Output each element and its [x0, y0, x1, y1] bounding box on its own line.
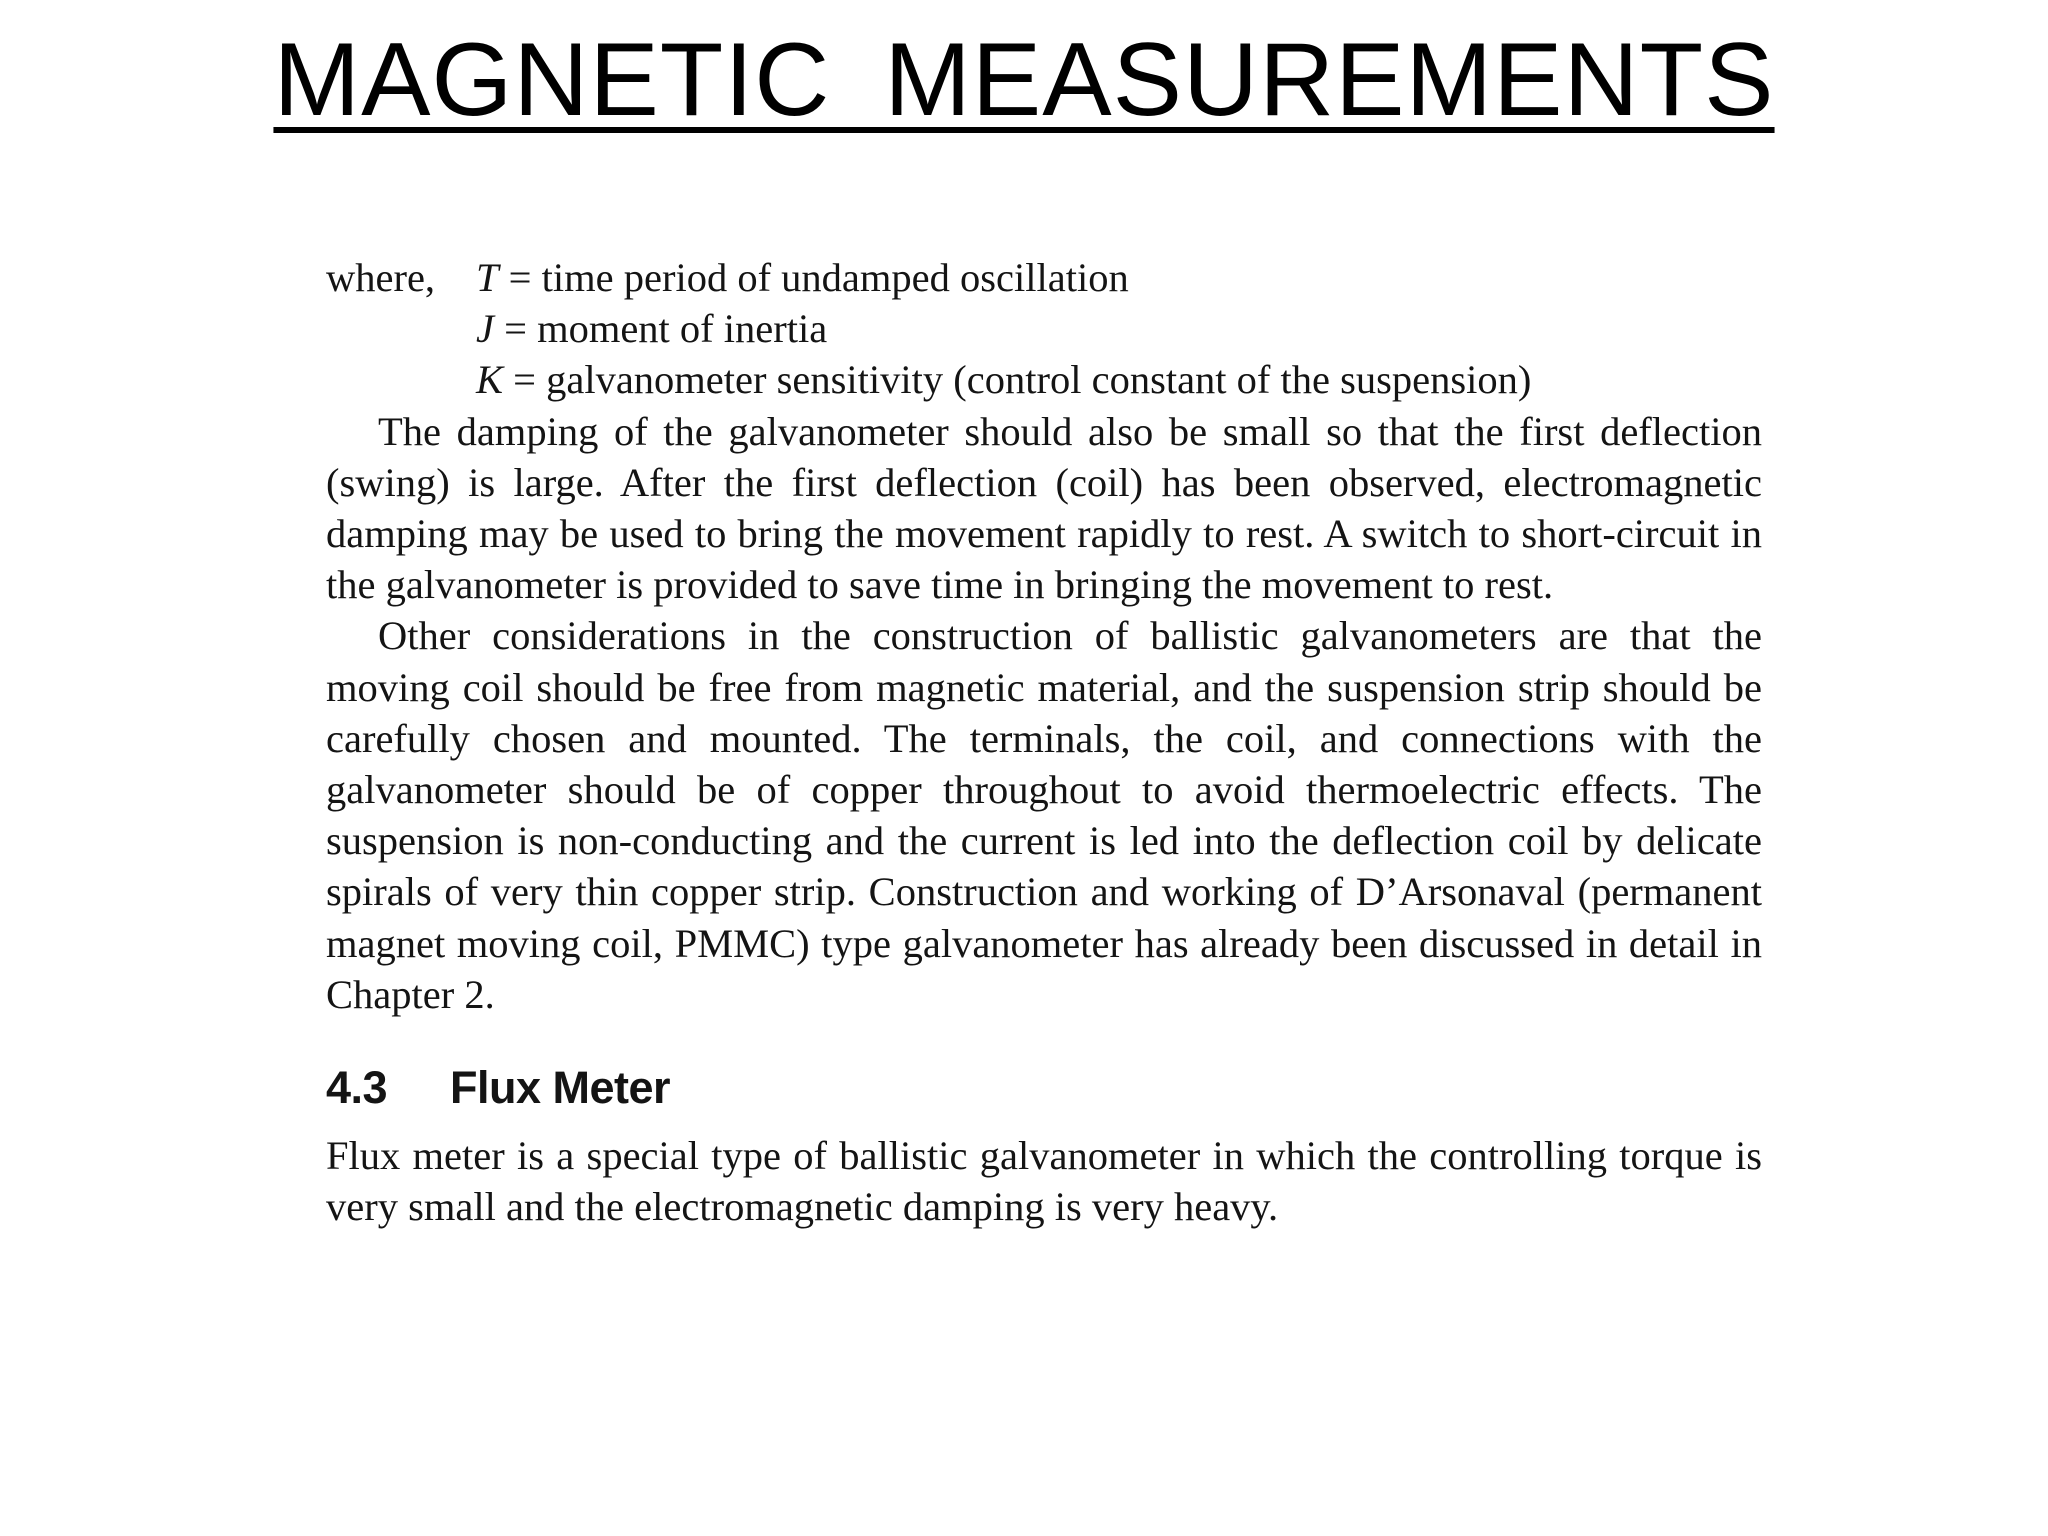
definition-K	[326, 354, 1762, 405]
slide-title	[0, 20, 2048, 140]
paragraph-construction: Other considerations in the construction of ballistic galvanometers are that the moving coil should be free from magnetic material, and the suspension strip should be carefully chosen and mounted. The terminals, the coil, and connections with the galvanometer should be of copper throughout to avoid thermoelectric effects. The suspension is non-conducting and the current is led into the deflection coil by delicate spirals of very thin copper strip. Construction and working of D’Arsonaval (permanent magnet moving coil, PMMC) type galvanometer has already been discussed in detail in Chapter 2.	[326, 613, 1762, 1017]
definition-lead: where,	[326, 255, 436, 300]
definition-symbol: T	[476, 255, 499, 300]
definition-text: = galvanometer sensitivity (control constant of the suspension)	[503, 357, 1532, 403]
definition-symbol: J	[476, 306, 494, 352]
definition-text: = moment of inertia	[493, 306, 828, 352]
slide-title-text: MAGNETIC MEASUREMENTS	[273, 22, 1775, 138]
definition-J	[326, 303, 1762, 354]
variable-definitions	[326, 252, 1762, 406]
section-number: 4.3	[326, 1062, 388, 1114]
paragraph-damping: The damping of the galvanometer should also be small so that the first deflection (swing) is large. After the first deflection (coil) has been observed, electromagnetic damping may be used to bring the movement rapidly to rest. A switch to short-circuit in the galvanometer is provided to save time in bringing the movement to rest.	[326, 408, 1762, 608]
section-heading	[326, 1060, 1762, 1116]
definition-T	[326, 252, 1762, 303]
definition-text: = time period of undamped oscillation	[498, 255, 1129, 300]
section-title: Flux Meter	[450, 1062, 671, 1114]
definition-symbol: K	[476, 357, 504, 403]
scanned-page-excerpt	[326, 252, 1762, 1232]
paragraph-flux-meter: Flux meter is a special type of ballistic galvanometer in which the controlling torque is very small and the electromagnetic damping is very heavy.	[326, 1133, 1762, 1230]
